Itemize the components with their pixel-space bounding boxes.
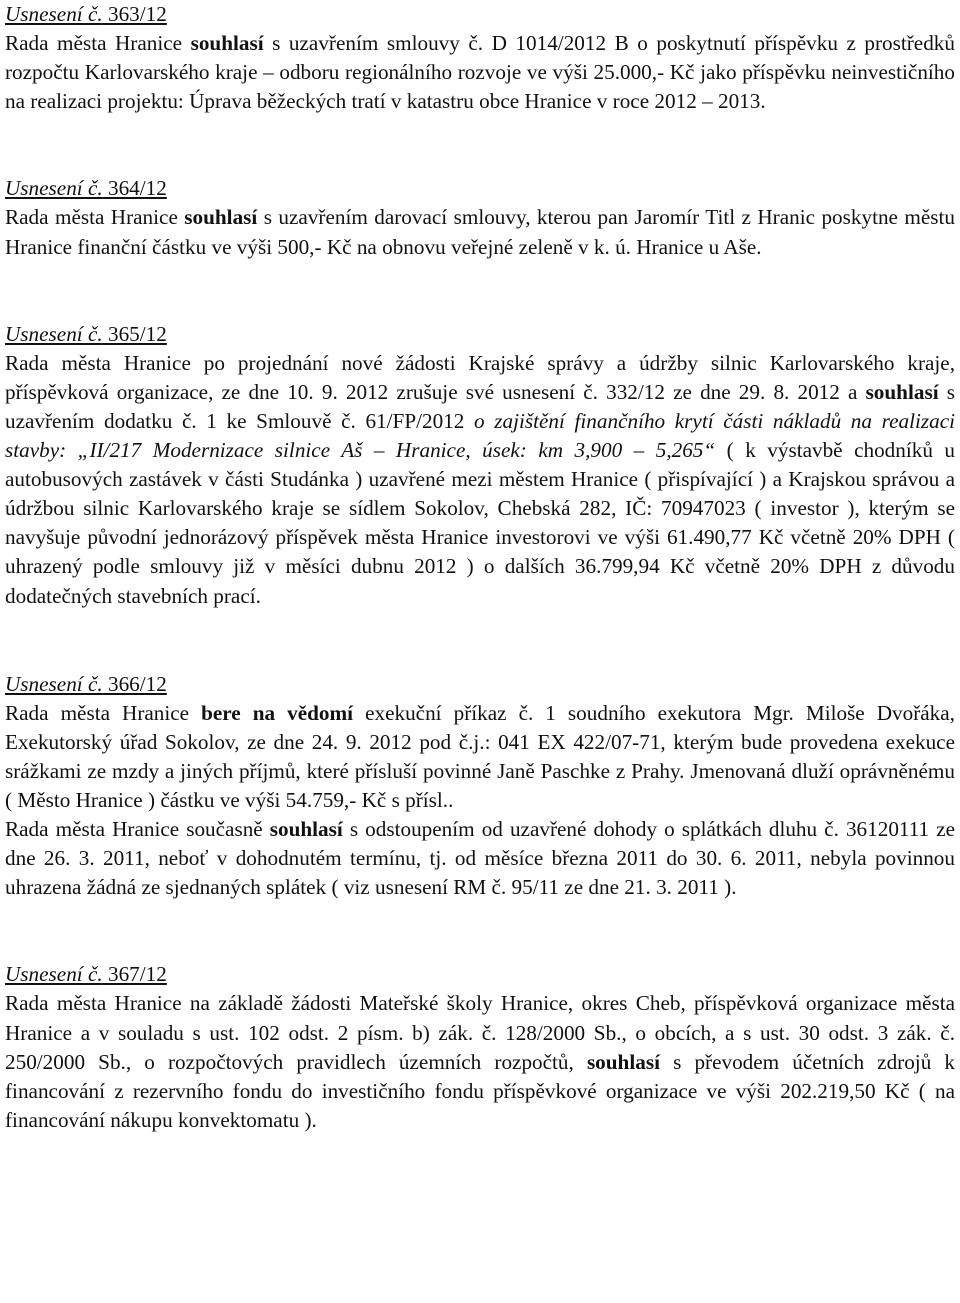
body-text: exekuční příkaz č. 1 soudního exekutora Mgr. Miloše Dvořáka, Exekutorský úřad Sokolov, ze dne 24. 9. 2012 pod č.j.: 041 EX 422/07-71, kterým bude provedena exekuce srážkami ze mzdy a jiných příjmů, které přísluší povinné Janě Paschke z Prahy. Jmenovaná dluží oprávněnému ( Město Hranice ) částku ve výši 54.759,- Kč s přísl..	[5, 700, 955, 812]
body-text: ( k výstavbě chodníků u autobusových zastávek v části Studánka ) uzavřené mezi městem Hranice ( přispívající ) a Krajskou správou a údržbou silnic Karlovarského kraje se sídlem Sokolov, Chebská 282, IČ: 70947023 ( investor ), kterým se navyšuje původní jednorázový příspěvek města Hranice investorovi ve výši 61.490,77 Kč včetně 20% DPH ( uhrazený podle smlouvy již v měsíci dubnu 2012 ) o dalších 36.799,94 Kč včetně 20% DPH z důvodu dodatečných stavebních prací.	[5, 438, 955, 608]
spacer	[5, 262, 955, 320]
spacer	[5, 611, 955, 670]
heading-number: 365/12	[102, 321, 167, 346]
resolution-heading	[5, 174, 955, 203]
heading-number: 366/12	[102, 671, 167, 696]
emphasis-bold-text: souhlasí	[184, 205, 258, 230]
resolution-text	[5, 989, 955, 1134]
emphasis-bold-text: souhlasí	[190, 31, 264, 56]
heading-label: Usnesení č.	[5, 671, 103, 696]
heading-label: Usnesení č.	[5, 321, 103, 346]
emphasis-bold-text: souhlasí	[269, 817, 343, 842]
body-text: Rada města Hranice po projednání nové žádosti Krajské správy a údržby silnic Karlovarského kraje, příspěvková organizace, ze dne 10. 9. 2012 zrušuje své usnesení č. 332/12 ze dne 29. 8. 2012 a	[5, 350, 955, 404]
resolution-heading	[5, 320, 955, 349]
heading-number: 363/12	[102, 2, 167, 26]
resolution-heading	[5, 960, 955, 989]
body-text: s uzavřením smlouvy č. D 1014/2012 B o poskytnutí příspěvku z prostředků rozpočtu Karlovarského kraje – odboru regionálního rozvoje ve výši 25.000,- Kč jako příspěvku neinvestičního na realizaci projektu: Úprava běžeckých tratí v katastru obce Hranice v roce 2012 – 2013.	[5, 31, 955, 114]
body-text: Rada města Hranice současně	[5, 817, 270, 842]
body-text: s uzavřením darovací smlouvy, kterou pan Jaromír Titl z Hranic poskytne městu Hranice finanční částku ve výši 500,- Kč na obnovu veřejné zeleně v k. ú. Hranice u Aše.	[5, 205, 955, 259]
emphasis-italic-text: o zajištění finančního krytí části nákladů na realizaci stavby: „II/217 Modernizace silnice Aš – Hranice, úsek: km 3,900 – 5,265“	[5, 408, 955, 463]
emphasis-bold-text: bere na vědomí	[201, 700, 354, 725]
body-text: Rada města Hranice	[5, 205, 185, 230]
resolution-365	[5, 320, 955, 611]
resolution-heading	[5, 670, 955, 699]
resolution-heading	[5, 0, 955, 29]
resolution-text	[5, 815, 955, 902]
body-text: Rada města Hranice	[5, 700, 202, 725]
body-text: s odstoupením od uzavřené dohody o splátkách dluhu č. 36120111 ze dne 26. 3. 2011, neboť v dohodnutém termínu, tj. od měsíce března 2011 do 30. 6. 2011, nebyla povinnou uhrazena žádná ze sjednaných splátek ( viz usnesení RM č. 95/11 ze dne 21. 3. 2011 ).	[5, 817, 955, 900]
heading-label: Usnesení č.	[5, 176, 103, 201]
resolution-text	[5, 203, 955, 261]
emphasis-bold-text: souhlasí	[586, 1049, 660, 1074]
resolution-text	[5, 349, 955, 611]
resolution-366	[5, 670, 955, 903]
heading-number: 364/12	[102, 176, 167, 201]
spacer	[5, 116, 955, 174]
body-text: s převodem účetních zdrojů k financování z rezervního fondu do investičního fondu příspěvkové organizace ve výši 202.219,50 Kč ( na financování nákupu konvektomatu ).	[5, 1049, 956, 1132]
heading-label: Usnesení č.	[5, 2, 103, 26]
resolution-364	[5, 174, 955, 261]
body-text: Rada města Hranice na základě žádosti Mateřské školy Hranice, okres Cheb, příspěvková organizace města Hranice a v souladu s ust. 102 odst. 2 písm. b) zák. č. 128/2000 Sb., o obcích, a s ust. 30 odst. 3 zák. č. 250/2000 Sb., o rozpočtových pravidlech územních rozpočtů,	[5, 991, 955, 1074]
document-page	[5, 0, 955, 1135]
heading-label: Usnesení č.	[5, 962, 103, 987]
resolution-367	[5, 960, 955, 1135]
spacer	[5, 902, 955, 960]
body-text: Rada města Hranice	[5, 31, 191, 56]
resolution-text	[5, 29, 955, 116]
body-text: s uzavřením dodatku č. 1 ke Smlouvě č. 61/FP/2012	[5, 379, 955, 433]
emphasis-bold-text: souhlasí	[865, 379, 939, 404]
resolution-text	[5, 699, 955, 815]
heading-number: 367/12	[102, 962, 167, 987]
resolution-363	[5, 0, 955, 116]
